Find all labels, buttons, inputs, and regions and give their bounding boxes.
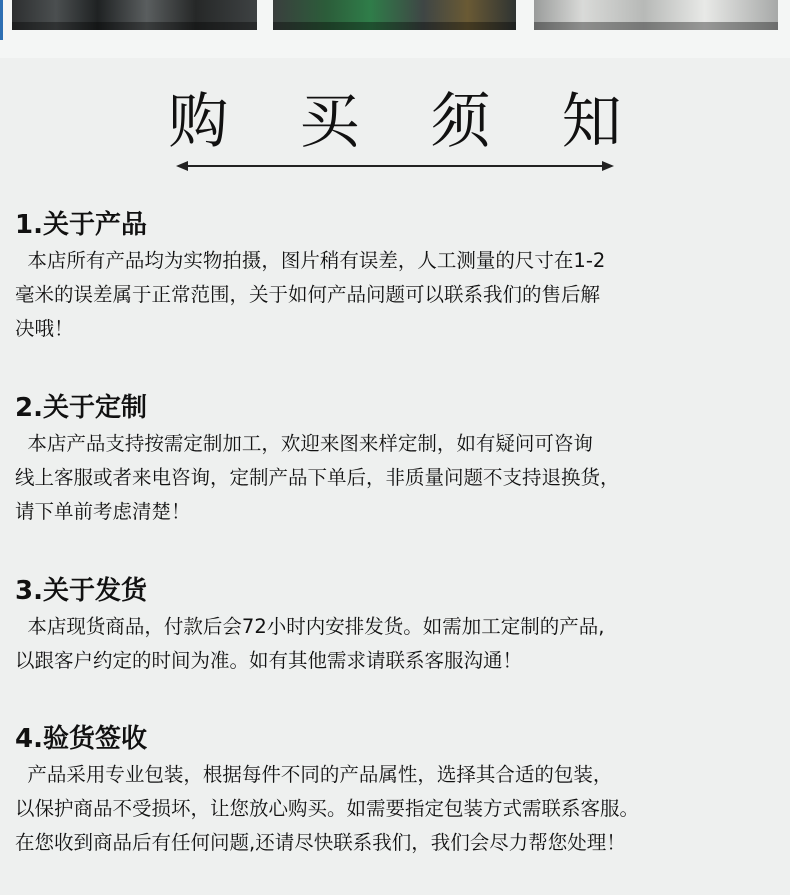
arrow-right-icon [602,161,614,171]
section-heading: 4.验货签收 [15,724,147,754]
section-body: 本店所有产品均为实物拍摄，图片稍有误差，人工测量的尺寸在1-2 毫米的误差属于正常范围，关于如何产品问题可以联系我们的售后解 决哦！ [15,249,606,340]
product-photo-3[interactable] [534,0,778,30]
divider [185,165,605,167]
section-products [15,208,780,346]
product-photo-strip [0,0,790,58]
accent-bar [0,0,3,40]
section-shipping [15,574,780,678]
product-photo-2[interactable] [273,0,516,30]
section-body: 本店现货商品，付款后会72小时内安排发货。如需加工定制的产品, 以跟客户约定的时间为准。如有其他需求请联系客服沟通！ [15,615,605,672]
product-photo-1[interactable] [12,0,257,30]
section-body: 产品采用专业包装，根据每件不同的产品属性，选择其合适的包装， 以保护商品不受损坏，让您放心购买。如需要指定包装方式需联系客服。 在您收到商品后有任何问题,还请尽快联系我们，我们会尽力帮您处理！ [15,763,640,854]
section-heading: 2.关于定制 [15,393,147,423]
section-heading: 3.关于发货 [15,576,147,606]
section-inspection [15,722,780,860]
section-customization [15,391,780,529]
section-heading: 1.关于产品 [15,210,147,240]
page-title: 购 买 须 知 [168,87,648,157]
section-body: 本店产品支持按需定制加工，欢迎来图来样定制，如有疑问可咨询 线上客服或者来电咨询，定制产品下单后，非质量问题不支持退换货， 请下单前考虑清楚！ [15,432,620,523]
